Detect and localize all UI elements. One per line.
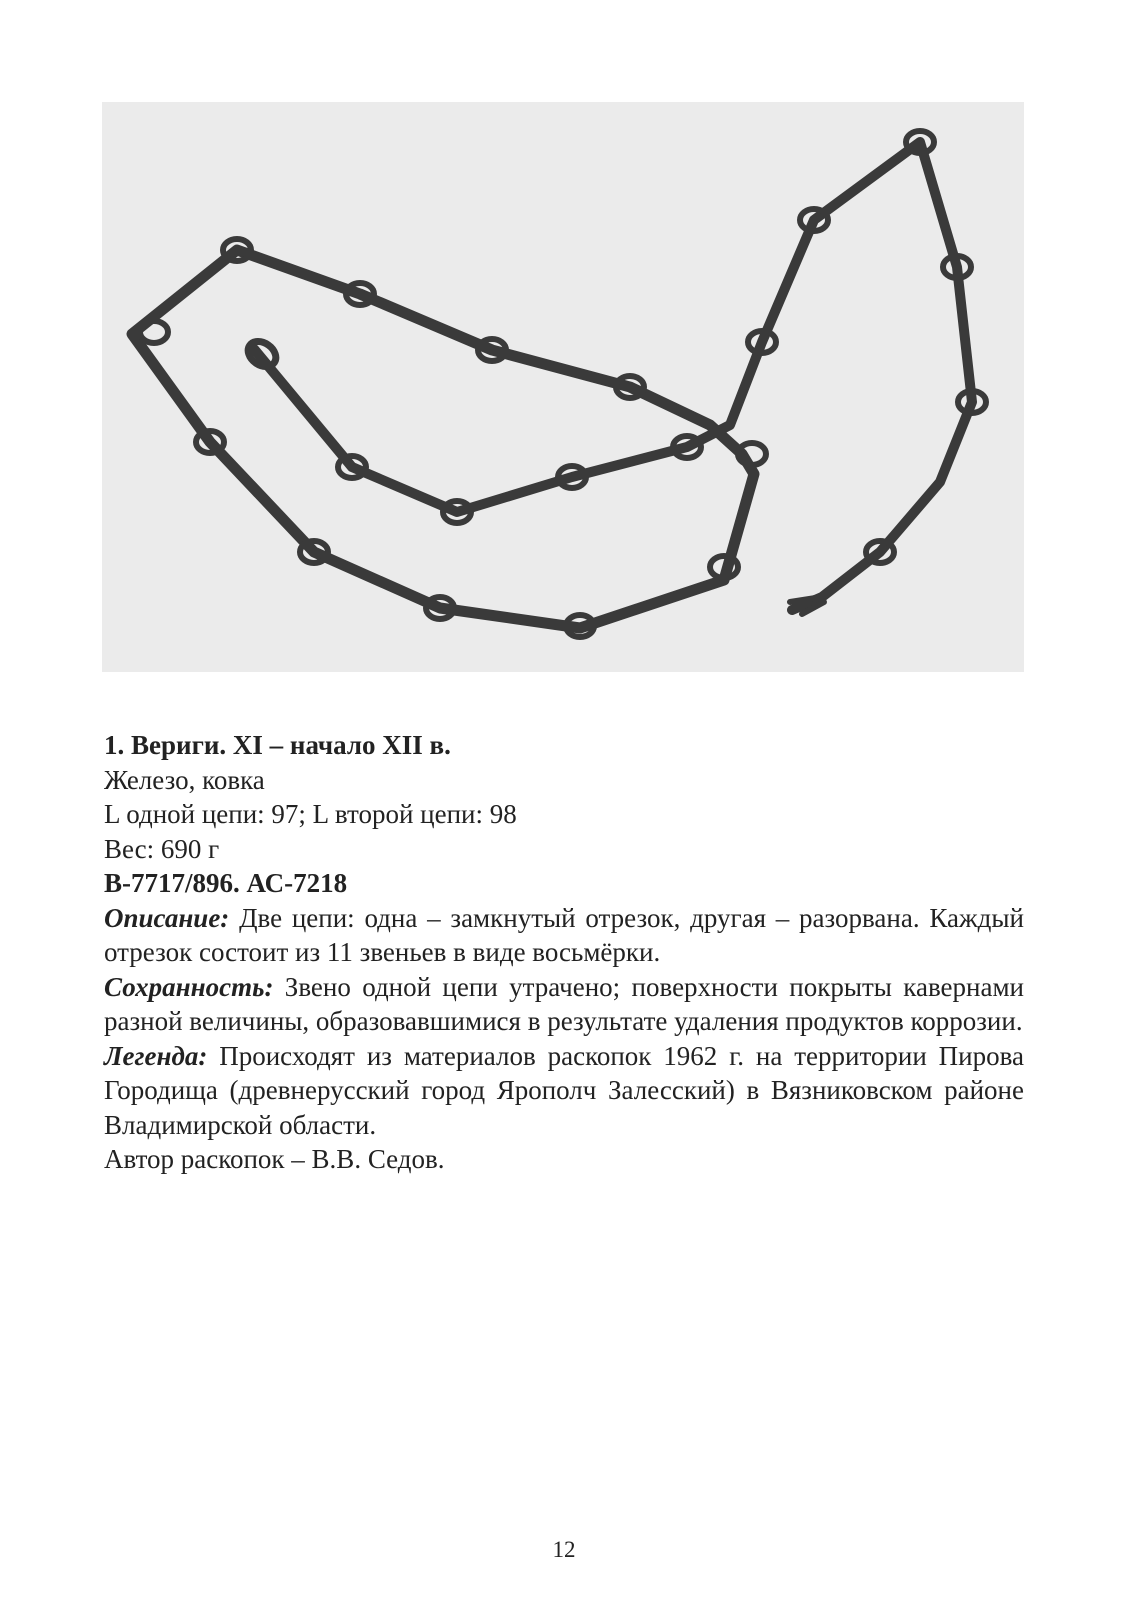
preservation-label: Сохранность: [104, 971, 274, 1002]
entry-title: 1. Вериги. XI – начало XII в. [104, 730, 451, 760]
iron-chains-image [102, 102, 1024, 672]
page-number: 12 [552, 1537, 576, 1562]
chain-broken [254, 142, 972, 610]
artifact-photo [102, 102, 1024, 672]
legend-text: Происходят из материалов раскопок 1962 г. на территории Пирова Городища (древнерусский город Ярополч Залесский) в Вязниковском районе Владимирской области. [104, 1040, 1024, 1140]
entry-length: L одной цепи: 97; L второй цепи: 98 [104, 799, 517, 829]
preservation-text: Звено одной цепи утрачено; поверхности покрыты кавернами разной величины, образовавшимися в результате удаления продуктов коррозии. [104, 971, 1024, 1036]
entry-legend [104, 1039, 1024, 1143]
legend-label: Легенда: [104, 1040, 208, 1071]
entry-preservation [104, 970, 1024, 1039]
entry-inventory-number: В-7717/896. АС-7218 [104, 868, 348, 898]
catalog-entry [104, 728, 1024, 1177]
description-label: Описание: [104, 902, 230, 933]
links-chain-1 [140, 239, 766, 637]
entry-author: Автор раскопок – В.В. Седов. [104, 1144, 445, 1174]
description-text: Две цепи: одна – замкнутый отрезок, другая – разорвана. Каждый отрезок состоит из 11 звеньев в виде восьмёрки. [104, 902, 1024, 967]
entry-description [104, 901, 1024, 970]
entry-weight: Вес: 690 г [104, 833, 220, 864]
entry-material: Железо, ковка [104, 764, 265, 795]
